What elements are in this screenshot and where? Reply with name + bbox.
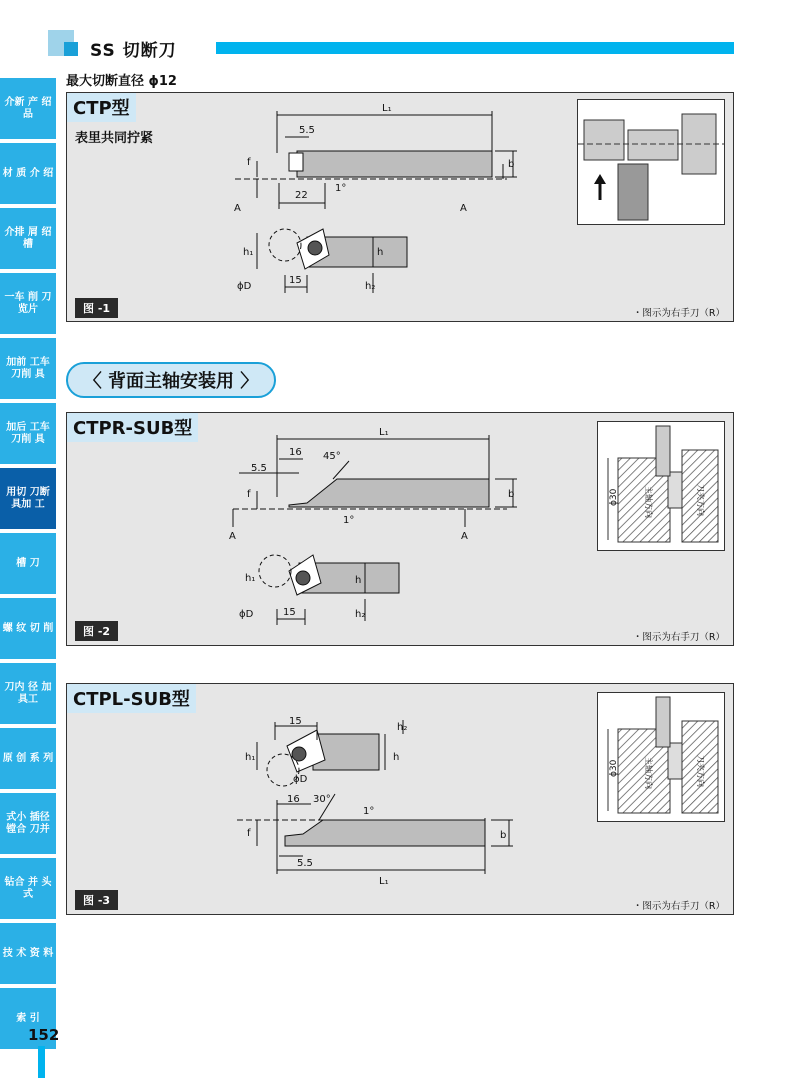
sidebar-item-small-boring[interactable]: 式小 插径 镗合 刀并 [0, 793, 56, 854]
dim-5-5-ctp: 5.5 [299, 125, 315, 136]
sidebar-item-front-turning[interactable]: 加前 工车 刀削 具 [0, 338, 56, 399]
panel-ctp [66, 92, 734, 322]
dim-deg-ctp: 1° [335, 183, 347, 194]
dim-phiD-ctp: ϕD [237, 281, 252, 292]
dim-15-ctp: 15 [289, 275, 302, 286]
dim-5-5-ctpl: 5.5 [297, 858, 313, 869]
datum-A-ctpr: A [229, 531, 236, 542]
inset-ctpl-sub [597, 692, 725, 822]
page-subtitle: 最大切断直径 ϕ12 [66, 74, 177, 89]
inset-holder-ctpl: 刀夹方向 [696, 755, 705, 787]
dim-5-5-ctpr: 5.5 [251, 463, 267, 474]
panel-tag-ctp: CTP型 [67, 93, 136, 122]
inset-ctpr-sub [597, 421, 725, 551]
panel-ctpr-sub [66, 412, 734, 646]
inset-spindle-ctpl: 主轴方向 [644, 757, 653, 789]
page-number: 152 [28, 1026, 60, 1044]
sidebar-item-cutoff[interactable]: 用切 刀断 具加 工 [0, 468, 56, 529]
sidebar-item-grooving[interactable]: 槽 刀 [0, 533, 56, 594]
dim-16-ctpr: 16 [289, 447, 302, 458]
dim-45-ctpr: 45° [323, 451, 341, 462]
drawing-ctpl-sub [67, 684, 567, 914]
page-title: SS 切断刀 [90, 41, 177, 61]
inset-holder-ctpr: 刀夹方向 [696, 484, 705, 516]
note-ctpl-sub: ・图示为右手刀（R） [632, 901, 725, 912]
dim-f-ctp: f [247, 157, 251, 168]
sidebar-item-chipbreaker[interactable]: 介排 屑 绍槽 [0, 208, 56, 269]
dim-deg-ctpr: 1° [343, 515, 355, 526]
figure-label-3: 图 -3 [75, 890, 118, 910]
sidebar-item-materials[interactable]: 材 质 介 绍 [0, 143, 56, 204]
section-heading: 〈 背面主轴安装用 〉 [66, 362, 276, 398]
datum-A2-ctp: A [460, 203, 467, 214]
header-bar [216, 42, 734, 54]
dim-22-ctp: 22 [295, 190, 308, 201]
inset-phi30-ctpl: ϕ30 [609, 759, 619, 777]
dim-16-ctpl: 16 [287, 794, 300, 805]
sidebar-item-new-products[interactable]: 介新 产 绍品 [0, 78, 56, 139]
dim-L1-ctp: L₁ [382, 103, 392, 114]
dim-h1-ctpl: h₁ [245, 752, 256, 763]
dim-f-ctpl: f [247, 828, 251, 839]
dim-h1-ctpr: h₁ [245, 573, 256, 584]
panel-desc-ctp: 表里共同拧紧 [75, 131, 154, 146]
dim-h2-ctpl: h₂ [397, 722, 408, 733]
inset-ctp [577, 99, 725, 225]
dim-h-ctpl: h [393, 752, 400, 763]
header-square-small [64, 42, 78, 56]
dim-15-ctpr: 15 [283, 607, 296, 618]
panel-tag-ctpr-sub: CTPR-SUB型 [67, 413, 198, 442]
note-ctp: ・图示为右手刀（R） [632, 308, 725, 319]
dim-deg-ctpl: 1° [363, 806, 375, 817]
sidebar-item-index[interactable]: 索 引 [0, 988, 56, 1049]
dim-L1-ctpr: L₁ [379, 427, 389, 438]
sidebar-item-original-series[interactable]: 原 创 系 列 [0, 728, 56, 789]
dim-L1-ctpl: L₁ [379, 876, 389, 887]
dim-h-ctp: h [377, 247, 384, 258]
dim-15-ctpl: 15 [289, 716, 302, 727]
note-ctpr-sub: ・图示为右手刀（R） [632, 632, 725, 643]
dim-f-ctpr: f [247, 489, 251, 500]
sidebar-item-insert-list[interactable]: 一车 削 刀 览片 [0, 273, 56, 334]
sidebar-item-drill-combo[interactable]: 钻合 并 头式 [0, 858, 56, 919]
inset-spindle-ctpr: 主轴方向 [644, 486, 653, 518]
panel-tag-ctpl-sub: CTPL-SUB型 [67, 684, 196, 713]
dim-30-ctpl: 30° [313, 794, 331, 805]
dim-h1-ctp: h₁ [243, 247, 254, 258]
sidebar-nav [0, 78, 56, 1053]
figure-label-2: 图 -2 [75, 621, 118, 641]
inset-phi30-ctpr: ϕ30 [609, 488, 619, 506]
dim-phiD-ctpl: ϕD [293, 774, 308, 785]
dim-h-ctpr: h [355, 575, 362, 586]
sidebar-item-threading[interactable]: 螺 纹 切 削 [0, 598, 56, 659]
datum-A2-ctpr: A [461, 531, 468, 542]
drawing-ctpr-sub [67, 413, 567, 645]
dim-b-ctpr: b [508, 489, 515, 500]
dim-h2-ctp: h₂ [365, 281, 376, 292]
dim-b-ctp: b [508, 159, 515, 170]
figure-label-1: 图 -1 [75, 298, 118, 318]
drawing-ctp [67, 93, 567, 321]
sidebar-item-back-turning[interactable]: 加后 工车 刀削 具 [0, 403, 56, 464]
dim-b-ctpl: b [500, 830, 507, 841]
dim-h2-ctpr: h₂ [355, 609, 366, 620]
datum-A-ctp: A [234, 203, 241, 214]
sidebar-item-boring[interactable]: 刀内 径 加 具工 [0, 663, 56, 724]
panel-ctpl-sub [66, 683, 734, 915]
sidebar-item-tech-data[interactable]: 技 术 资 料 [0, 923, 56, 984]
page-number-bar [38, 1046, 45, 1078]
dim-phiD-ctpr: ϕD [239, 609, 254, 620]
